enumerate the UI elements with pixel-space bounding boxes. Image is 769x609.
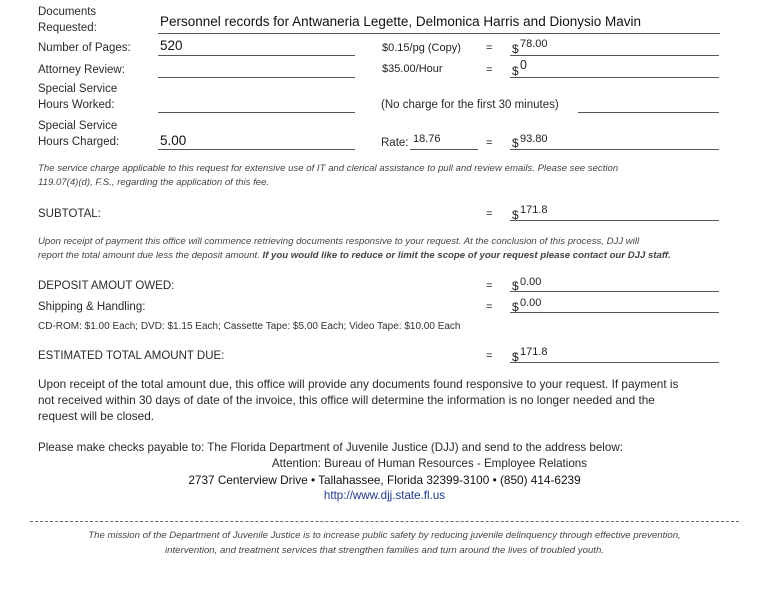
special-charged-label-line2: Hours Charged: — [38, 136, 120, 148]
estimated-dollar: $ — [512, 350, 519, 364]
documents-underline — [158, 33, 720, 34]
rate-label: Rate: — [381, 137, 409, 149]
deposit-underline — [510, 291, 719, 292]
estimated-underline — [510, 362, 719, 363]
pages-value: 520 — [160, 38, 183, 53]
special-charged-total-underline — [510, 149, 719, 150]
estimated-equals: = — [486, 350, 493, 362]
special-charged-underline — [158, 149, 355, 150]
pages-dollar: $ — [512, 42, 519, 56]
payment-note-line1: Upon receipt of payment this office will commence retrieving documents responsive to your request. At the conclusion of this process, DJJ will — [38, 236, 640, 247]
shipping-label: Shipping & Handling: — [38, 301, 146, 313]
special-charged-total: 93.80 — [520, 133, 548, 145]
attorney-rate: $35.00/Hour — [382, 63, 443, 75]
special-charged-label-line1: Special Service — [38, 120, 118, 132]
special-worked-label-line2: Hours Worked: — [38, 99, 115, 111]
pages-rate: $0.15/pg (Copy) — [382, 42, 461, 54]
subtotal-dollar: $ — [512, 208, 519, 222]
special-charged-dollar: $ — [512, 136, 519, 150]
service-note-line2: 119.07(4)(d), F.S., regarding the application of this fee. — [38, 177, 270, 188]
deposit-dollar: $ — [512, 279, 519, 293]
documents-requested-value: Personnel records for Antwaneria Legette, Delmonica Harris and Dionysio Mavin — [160, 14, 641, 29]
subtotal-total: 171.8 — [520, 204, 548, 216]
pages-total-underline — [510, 55, 719, 56]
attorney-total: 0 — [520, 58, 527, 72]
pages-total: 78.00 — [520, 38, 548, 50]
mission-line1: The mission of the Department of Juvenile Justice is to increase public safety by reducing juvenile delinquency through effective prevention, — [88, 530, 681, 541]
attorney-total-underline — [510, 77, 719, 78]
special-worked-total-underline — [578, 112, 719, 113]
mission-line2: intervention, and treatment services that strengthen families and turn around the lives of troubled youth. — [165, 545, 604, 556]
pages-equals: = — [486, 42, 493, 54]
rate-value: 18.76 — [413, 133, 441, 145]
shipping-equals: = — [486, 301, 493, 313]
payment-note-line2 — [38, 250, 671, 261]
pages-label: Number of Pages: — [38, 42, 131, 54]
subtotal-equals: = — [486, 208, 493, 220]
deposit-total: 0.00 — [520, 276, 542, 288]
address-line: 2737 Centerview Drive • Tallahassee, Florida 32399-3100 • (850) 414-6239 — [188, 473, 581, 487]
shipping-dollar: $ — [512, 300, 519, 314]
attention-line: Attention: Bureau of Human Resources - Employee Relations — [271, 457, 588, 470]
attorney-equals: = — [486, 64, 493, 76]
receipt-note-line1: Upon receipt of the total amount due, this office will provide any documents found responsive to your request. If payment is — [38, 377, 679, 391]
special-charged-equals: = — [486, 137, 493, 149]
deposit-label: DEPOSIT AMOUT OWED: — [38, 280, 175, 292]
documents-label-line1: Documents — [38, 6, 97, 18]
media-prices: CD-ROM: $1.00 Each; DVD: $1.15 Each; Cassette Tape: $5.00 Each; Video Tape: $10.00 Each — [38, 321, 461, 332]
attorney-label: Attorney Review: — [38, 64, 125, 76]
payment-note-line2-plain: report the total amount due less the deposit amount. — [38, 250, 263, 261]
website-link[interactable]: http://www.djj.state.fl.us — [323, 489, 446, 502]
special-worked-underline — [158, 112, 355, 113]
attorney-underline — [158, 77, 355, 78]
deposit-equals: = — [486, 280, 493, 292]
footer-divider — [30, 521, 739, 522]
rate-underline — [410, 149, 478, 150]
subtotal-label: SUBTOTAL: — [38, 208, 101, 220]
estimated-label: ESTIMATED TOTAL AMOUNT DUE: — [38, 350, 225, 362]
special-worked-label-line1: Special Service — [38, 83, 118, 95]
checks-payable-line: Please make checks payable to: The Florida Department of Juvenile Justice (DJJ) and send to the address below: — [38, 441, 623, 454]
estimated-total: 171.8 — [520, 346, 548, 358]
service-note-line1: The service charge applicable to this request for extensive use of IT and clerical assistance to pull and review emails. Please see section — [38, 163, 619, 174]
receipt-note-line2: not received within 30 days of date of the invoice, this office will determine the information is no longer needed and the — [38, 393, 655, 407]
documents-label-line2: Requested: — [38, 22, 97, 34]
subtotal-underline — [510, 220, 719, 221]
attorney-dollar: $ — [512, 64, 519, 78]
payment-note-line2-bold: If you would like to reduce or limit the scope of your request please contact our DJJ staff. — [262, 250, 671, 261]
pages-underline — [158, 55, 355, 56]
special-worked-note: (No charge for the first 30 minutes) — [381, 99, 559, 111]
special-charged-value: 5.00 — [160, 133, 187, 148]
shipping-total: 0.00 — [520, 297, 542, 309]
receipt-note-line3: request will be closed. — [38, 409, 155, 423]
shipping-underline — [510, 312, 719, 313]
